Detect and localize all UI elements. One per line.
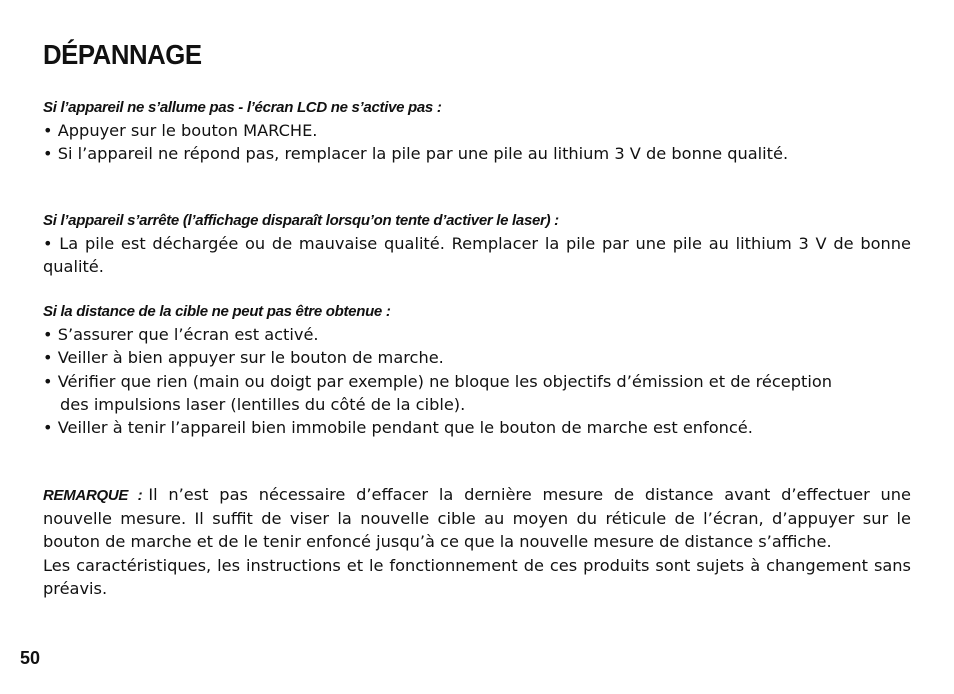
list-item: • La pile est déchargée ou de mauvaise qualité. Remplacer la pile par une pile au lithium 3 V de bonne qualité. (43, 233, 911, 276)
remark-paragraph (43, 483, 911, 554)
list-item: • Appuyer sur le bouton MARCHE. (43, 121, 318, 140)
remark-block (43, 483, 911, 600)
list-item: • Si l’appareil ne répond pas, remplacer la pile par une pile au lithium 3 V de bonne qualité. (43, 144, 789, 164)
list-item-continuation: des impulsions laser (lentilles du côté de la cible). (60, 395, 466, 415)
list-item: • S’assurer que l’écran est activé. (43, 325, 319, 345)
page-title: DÉPANNAGE (43, 39, 202, 70)
section-no-distance (43, 300, 911, 439)
page-content (43, 36, 911, 600)
section-device-stops (43, 209, 911, 279)
remark-label: REMARQUE : (43, 486, 143, 504)
list-item: • Veiller à tenir l’appareil bien immobile pendant que le bouton de marche est enfoncé. (43, 418, 753, 438)
list-item: • Veiller à bien appuyer sur le bouton de marche. (43, 348, 444, 368)
page-number: 50 (20, 648, 41, 668)
list-item: • Vérifier que rien (main ou doigt par exemple) ne bloque les objectifs d’émission et de réception (43, 371, 832, 391)
remark-text: Il n’est pas nécessaire d’effacer la dernière mesure de distance avant d’effectuer une nouvelle mesure. Il suffit de viser la nouvelle cible au moyen du réticule de l’écran, d’appuyer sur le bouton de marche et de le tenir enfoncé jusqu’à ce que la nouvelle mesure de distance s’affiche. (43, 484, 911, 552)
section-heading: Si la distance de la cible ne peut pas être obtenue : (43, 303, 391, 321)
section-heading: Si l’appareil ne s’allume pas - l’écran LCD ne s’active pas : (43, 99, 442, 116)
disclaimer-text: Les caractéristiques, les instructions et le fonctionnement de ces produits sont sujets à changement sans préavis. (43, 555, 911, 598)
section-heading: Si l’appareil s’arrête (l’affichage disparaît lorsqu’on tente d’activer le laser) : (43, 211, 559, 229)
section-no-power (43, 96, 911, 166)
